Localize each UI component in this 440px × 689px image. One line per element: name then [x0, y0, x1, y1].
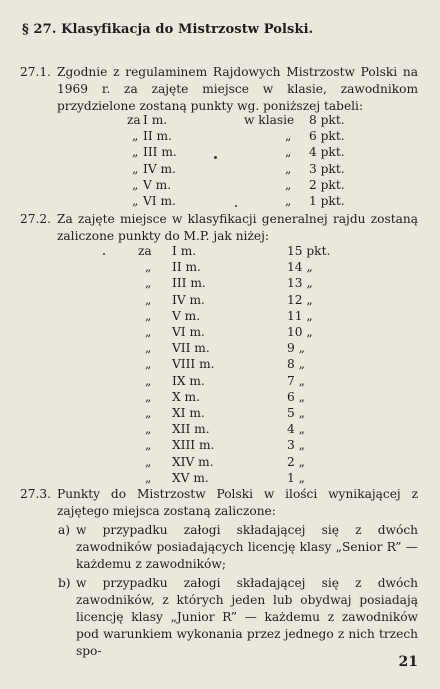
row-prefix: „ — [145, 373, 152, 388]
row-prefix: „ — [132, 177, 139, 192]
row-class: „ — [285, 194, 292, 208]
row-prefix: „ — [145, 422, 152, 437]
page-number: 21 — [398, 654, 418, 670]
row-points: 3 pkt. — [309, 161, 345, 176]
section-27-1 — [20, 64, 418, 114]
row-place: V m. — [172, 308, 201, 323]
row-class: „ — [285, 161, 292, 176]
row-points: 10 „ — [287, 325, 313, 339]
row-place: XIV m. — [172, 454, 214, 469]
row-place: XV m. — [172, 470, 209, 485]
table-row — [0, 178, 440, 194]
row-points: 8 pkt. — [309, 113, 345, 127]
row-prefix: „ — [145, 341, 152, 356]
row-place: V m. — [143, 177, 172, 192]
table-row — [0, 260, 440, 276]
table-row — [0, 129, 440, 145]
item-text: w przypadku załogi składającej się z dwóch zawodników, z których jeden lub obydwaj posiadają licencję klasy „Junior R” — każdemu z zawodników pod warunkiem wykonania przez jednego z nich trzech spo- — [76, 576, 418, 658]
section-text: Za zajęte miejsce w klasyfikacji generalnej rajdu zostaną zaliczone punkty do M.P. jak niżej: — [57, 212, 418, 243]
row-place: IV m. — [172, 292, 205, 307]
row-class: „ — [285, 177, 292, 192]
row-place: IX m. — [172, 373, 205, 388]
row-points: 12 „ — [287, 292, 313, 307]
row-points: 5 „ — [287, 406, 305, 420]
section-27-3 — [20, 486, 418, 520]
row-place: I m. — [143, 113, 168, 127]
row-prefix: „ — [145, 260, 152, 275]
row-place: I m. — [172, 244, 197, 258]
row-prefix: za — [138, 244, 152, 258]
section-heading: § 27. Klasyfikacja do Mistrzostw Polski. — [22, 22, 314, 37]
table-row — [0, 390, 440, 406]
section-text: Punkty do Mistrzostw Polski w ilości wynikającej z zajętego miejsca zostaną zaliczone: — [57, 487, 418, 518]
row-place: X m. — [172, 389, 200, 404]
row-points: 7 „ — [287, 373, 305, 388]
row-prefix: „ — [132, 194, 139, 208]
table-row — [0, 162, 440, 178]
row-points: 6 pkt. — [309, 129, 345, 144]
row-class: w klasie — [244, 113, 295, 127]
row-prefix: „ — [145, 292, 152, 307]
table-row — [0, 406, 440, 422]
row-points: 1 „ — [287, 470, 305, 485]
row-place: IV m. — [143, 161, 176, 176]
row-prefix: „ — [132, 161, 139, 176]
table-row — [0, 455, 440, 471]
table-row — [0, 357, 440, 373]
row-place: XI m. — [172, 406, 205, 420]
item-label: b) — [58, 576, 71, 591]
row-prefix: „ — [132, 145, 139, 160]
row-place: II m. — [172, 260, 201, 275]
row-prefix: „ — [145, 454, 152, 469]
row-points: 11 „ — [287, 308, 313, 323]
row-place: VI m. — [172, 325, 205, 339]
conditions-list — [58, 522, 418, 659]
table-row — [0, 438, 440, 454]
table-row — [0, 341, 440, 357]
print-speck — [235, 205, 237, 207]
print-speck — [214, 156, 217, 159]
row-points: 8 „ — [287, 357, 305, 372]
table-row — [0, 244, 440, 260]
row-prefix: „ — [145, 438, 152, 453]
row-prefix: „ — [145, 470, 152, 485]
row-place: VII m. — [172, 341, 210, 356]
table-row — [0, 293, 440, 309]
row-points: 14 „ — [287, 260, 313, 275]
row-class: „ — [285, 129, 292, 144]
row-place: III m. — [143, 145, 177, 160]
table-row — [0, 471, 440, 487]
table-row — [0, 276, 440, 292]
row-points: 2 „ — [287, 454, 305, 469]
table-row — [0, 309, 440, 325]
table-row — [0, 113, 440, 129]
table-row — [0, 374, 440, 390]
row-place: XIII m. — [172, 438, 215, 453]
row-points: 6 „ — [287, 389, 305, 404]
row-prefix: „ — [145, 308, 152, 323]
row-prefix: „ — [145, 406, 152, 420]
row-points: 1 pkt. — [309, 194, 345, 208]
row-prefix: „ — [145, 325, 152, 339]
table-row — [0, 194, 440, 210]
row-prefix: „ — [145, 276, 152, 291]
row-points: 4 „ — [287, 422, 305, 437]
print-speck — [103, 253, 105, 255]
row-place: VIII m. — [172, 357, 215, 372]
row-class: „ — [285, 145, 292, 160]
list-item — [58, 575, 418, 659]
list-item — [58, 522, 418, 572]
row-place: XII m. — [172, 422, 210, 437]
row-place: III m. — [172, 276, 206, 291]
table-row — [0, 422, 440, 438]
row-prefix: za — [127, 113, 141, 127]
item-label: a) — [58, 523, 71, 537]
row-points: 2 pkt. — [309, 177, 345, 192]
row-prefix: „ — [132, 129, 139, 144]
row-points: 3 „ — [287, 438, 305, 453]
section-number: 27.3. — [20, 487, 52, 501]
item-text: w przypadku załogi składającej się z dwóch zawodników posiadających licencję klasy „Senior R” — każdemu z zawodników; — [76, 523, 418, 571]
section-text: Zgodnie z regulaminem Rajdowych Mistrzostw Polski na 1969 r. za zajęte miejsce w klasie, zawodnikom przydzielone zostaną punkty wg. poniższej tabeli: — [57, 65, 418, 113]
table-row — [0, 145, 440, 161]
row-points: 9 „ — [287, 341, 305, 356]
table-row — [0, 325, 440, 341]
section-number: 27.2. — [20, 212, 52, 226]
row-place: II m. — [143, 129, 172, 144]
row-points: 15 pkt. — [287, 244, 331, 258]
row-points: 4 pkt. — [309, 145, 345, 160]
row-place: VI m. — [143, 194, 176, 208]
section-number: 27.1. — [20, 65, 52, 79]
section-27-2 — [20, 211, 418, 245]
row-points: 13 „ — [287, 276, 313, 291]
row-prefix: „ — [145, 389, 152, 404]
row-prefix: „ — [145, 357, 152, 372]
